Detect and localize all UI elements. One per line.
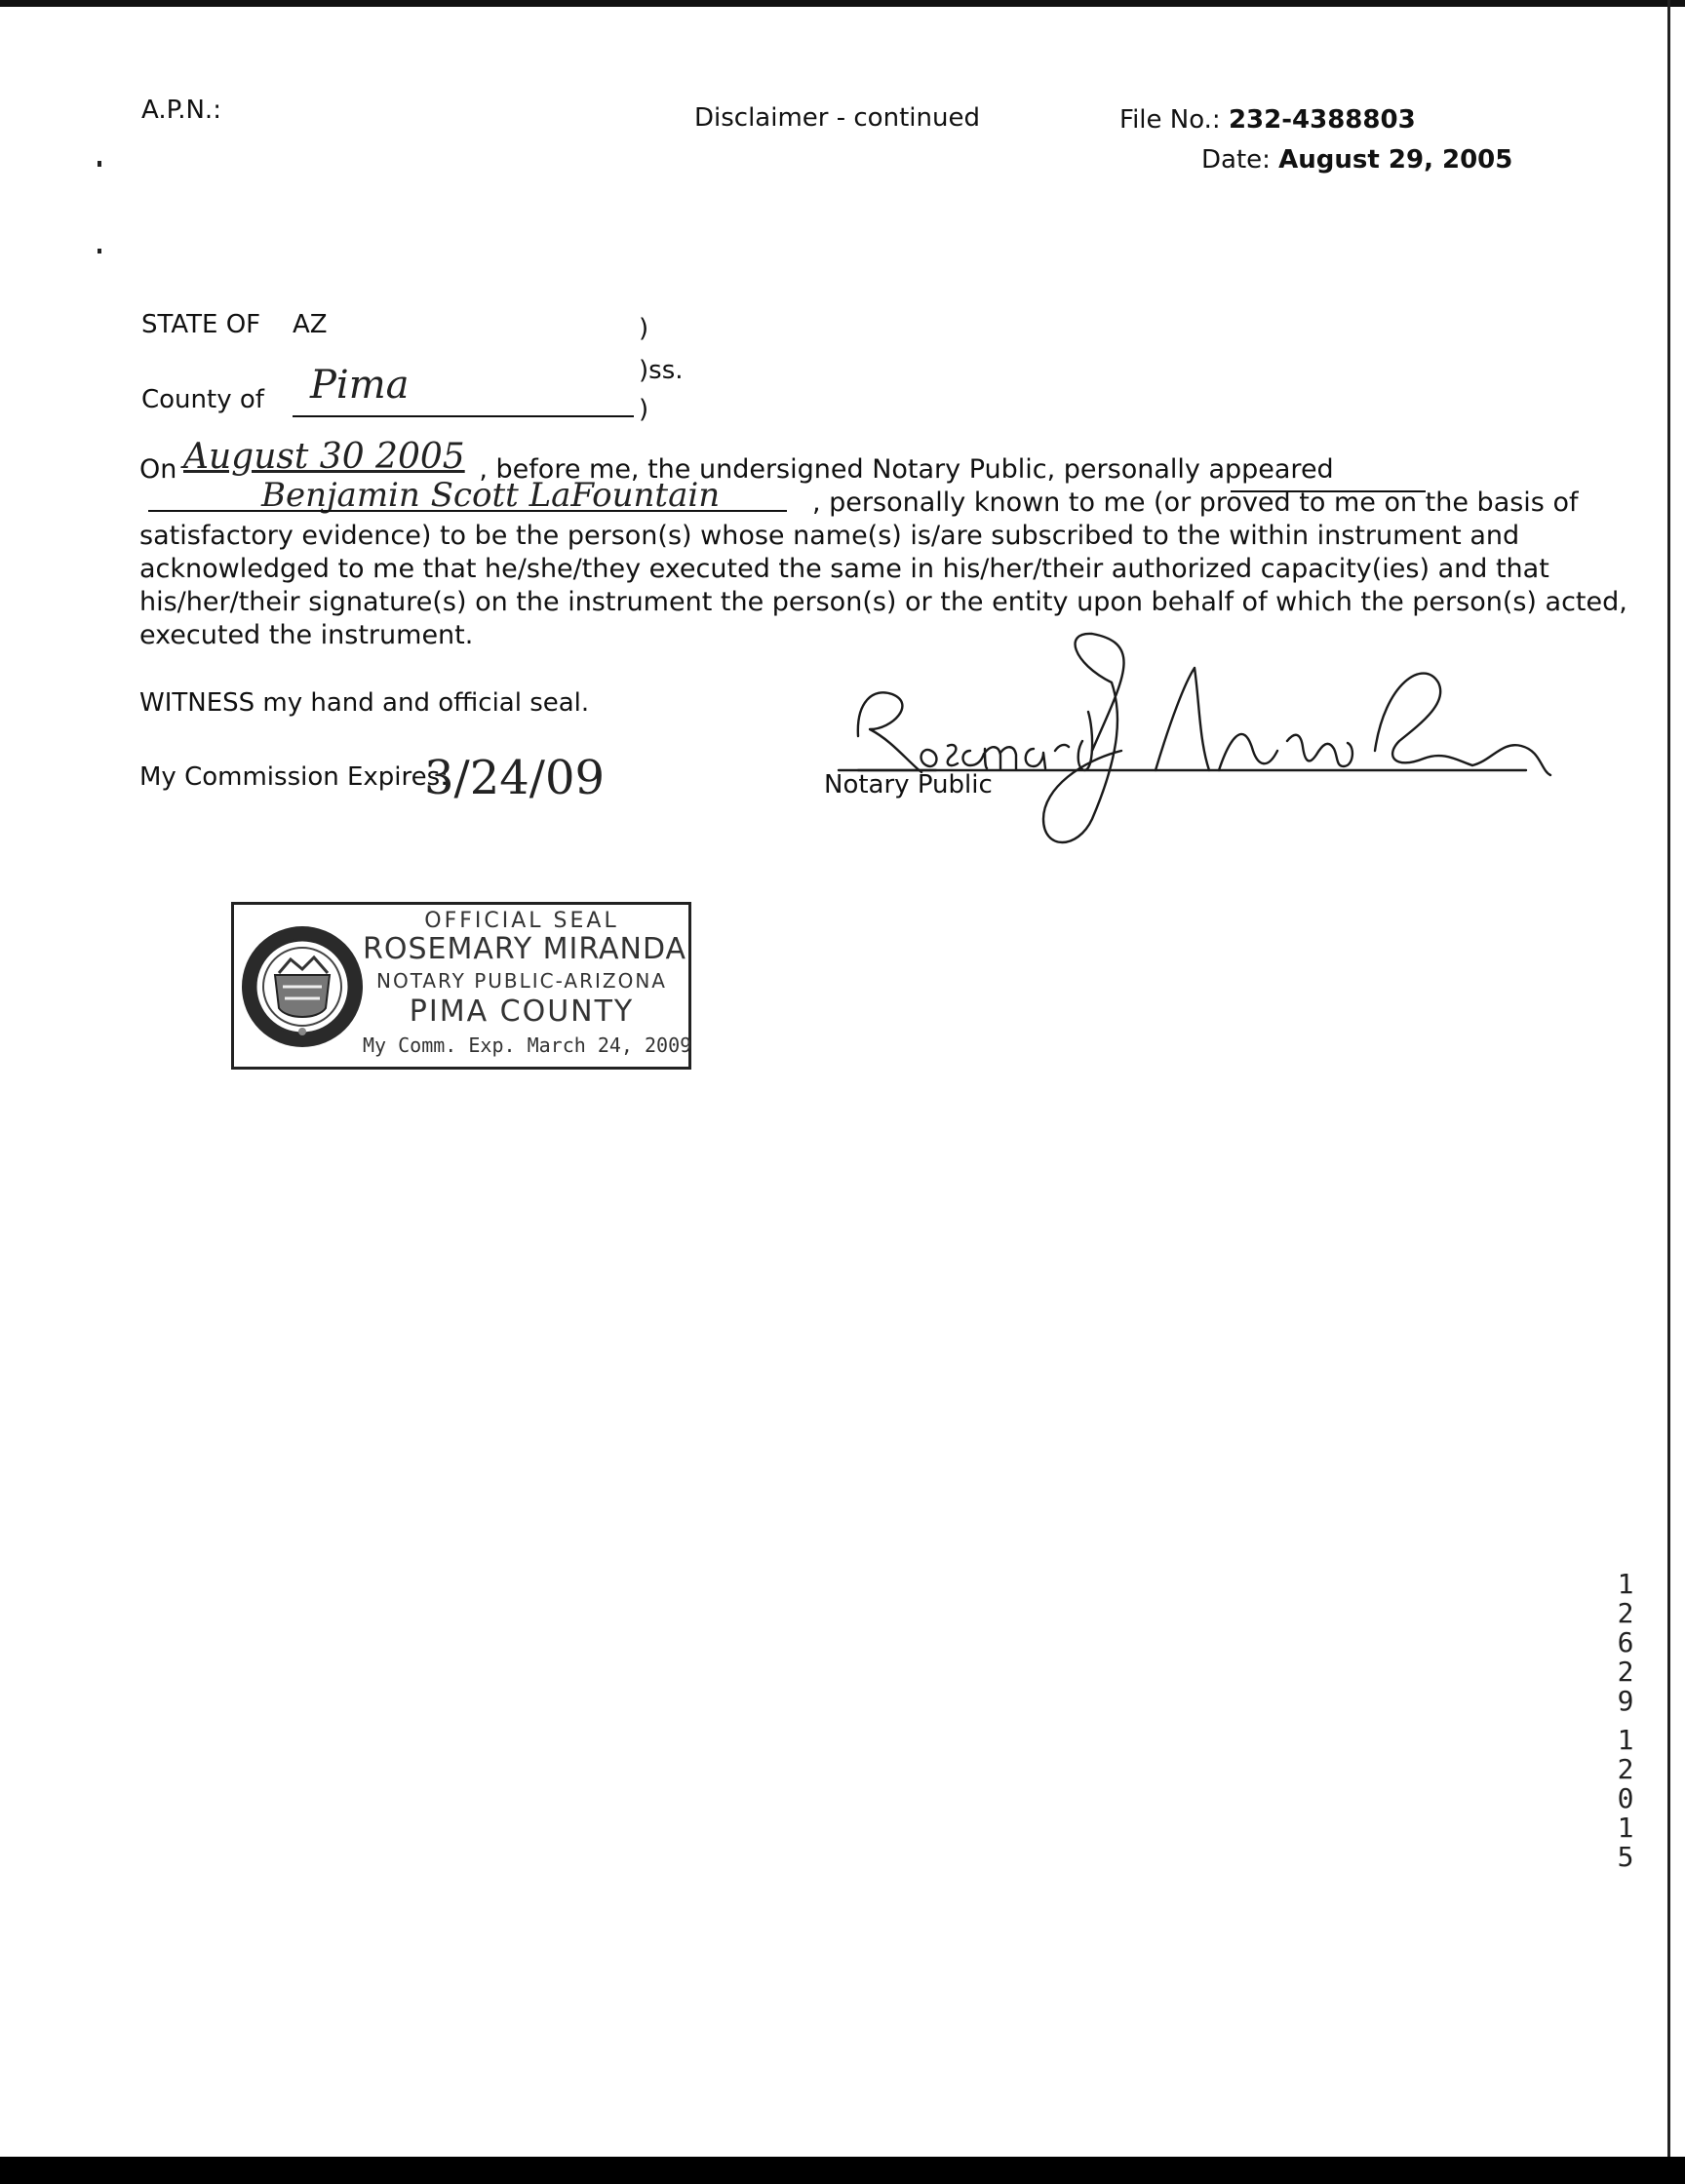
ack-line-5: his/her/their signature(s) on the instrument the person(s) or the entity upon behalf of which the person(s) acted, (139, 587, 1627, 617)
scan-edge-right (1667, 0, 1670, 2184)
document-date (1201, 145, 1512, 176)
county-label: County of (141, 385, 264, 414)
scan-edge-top (0, 0, 1685, 7)
venue-ss: )ss. (639, 356, 684, 385)
recording-number-bottom: 1 2 0 1 5 (1617, 1724, 1634, 1873)
recording-number-top: 1 2 6 2 9 (1617, 1568, 1634, 1717)
ack-line-1: On , before me, the undersigned Notary Public, personally appeared (139, 454, 1334, 485)
section-title: Disclaimer - continued (694, 103, 980, 133)
file-no-value: 232-4388803 (1228, 105, 1416, 135)
notary-signature (800, 624, 1560, 858)
seal-commission-state: NOTARY PUBLIC-ARIZONA (375, 969, 667, 993)
notary-public-label: Notary Public (824, 770, 993, 800)
scan-speck (98, 161, 101, 167)
seal-expiration: My Comm. Exp. March 24, 2009 (363, 1034, 692, 1057)
seal-notary-name: ROSEMARY MIRANDA (363, 932, 687, 966)
scan-speck (98, 249, 101, 254)
commission-label: My Commission Expires: (139, 762, 449, 792)
venue-paren-bottom: ) (639, 395, 649, 424)
arizona-state-seal-icon (240, 918, 369, 1055)
file-no-label: File No.: (1119, 105, 1221, 135)
official-seal-stamp (231, 902, 691, 1070)
acknowledgment-paragraph (139, 453, 1627, 652)
ack-line-3: satisfactory evidence) to be the person(s) whose name(s) is/are subscribed to the within instrument and (139, 521, 1520, 551)
seal-county: PIMA COUNTY (409, 994, 635, 1029)
venue-paren-top: ) (639, 314, 649, 343)
file-number (1119, 105, 1416, 136)
county-underline (293, 415, 634, 417)
on-label: On (139, 454, 177, 485)
scan-edge-bottom (0, 2157, 1685, 2184)
state-value: AZ (293, 310, 328, 339)
state-label: STATE OF (141, 310, 261, 339)
ack-line-6: executed the instrument. (139, 620, 474, 650)
ack-line-4: acknowledged to me that he/she/they executed the same in his/her/their authorized capacity(ies) and that (139, 554, 1549, 584)
witness-statement: WITNESS my hand and official seal. (139, 688, 590, 718)
ack-line-2: , personally known to me (or proved to me on the basis of (812, 488, 1579, 518)
date-label: Date: (1201, 145, 1271, 175)
county-handwritten: Pima (310, 363, 410, 408)
date-value: August 29, 2005 (1278, 145, 1513, 175)
acknowledgment-date-handwritten: August 30 2005 (183, 437, 465, 477)
seal-title: OFFICIAL SEAL (424, 909, 619, 933)
appearing-person-handwritten: Benjamin Scott LaFountain (261, 476, 721, 515)
commission-expiry-handwritten: 3/24/09 (424, 751, 606, 805)
apn-label: A.P.N.: (141, 96, 221, 125)
